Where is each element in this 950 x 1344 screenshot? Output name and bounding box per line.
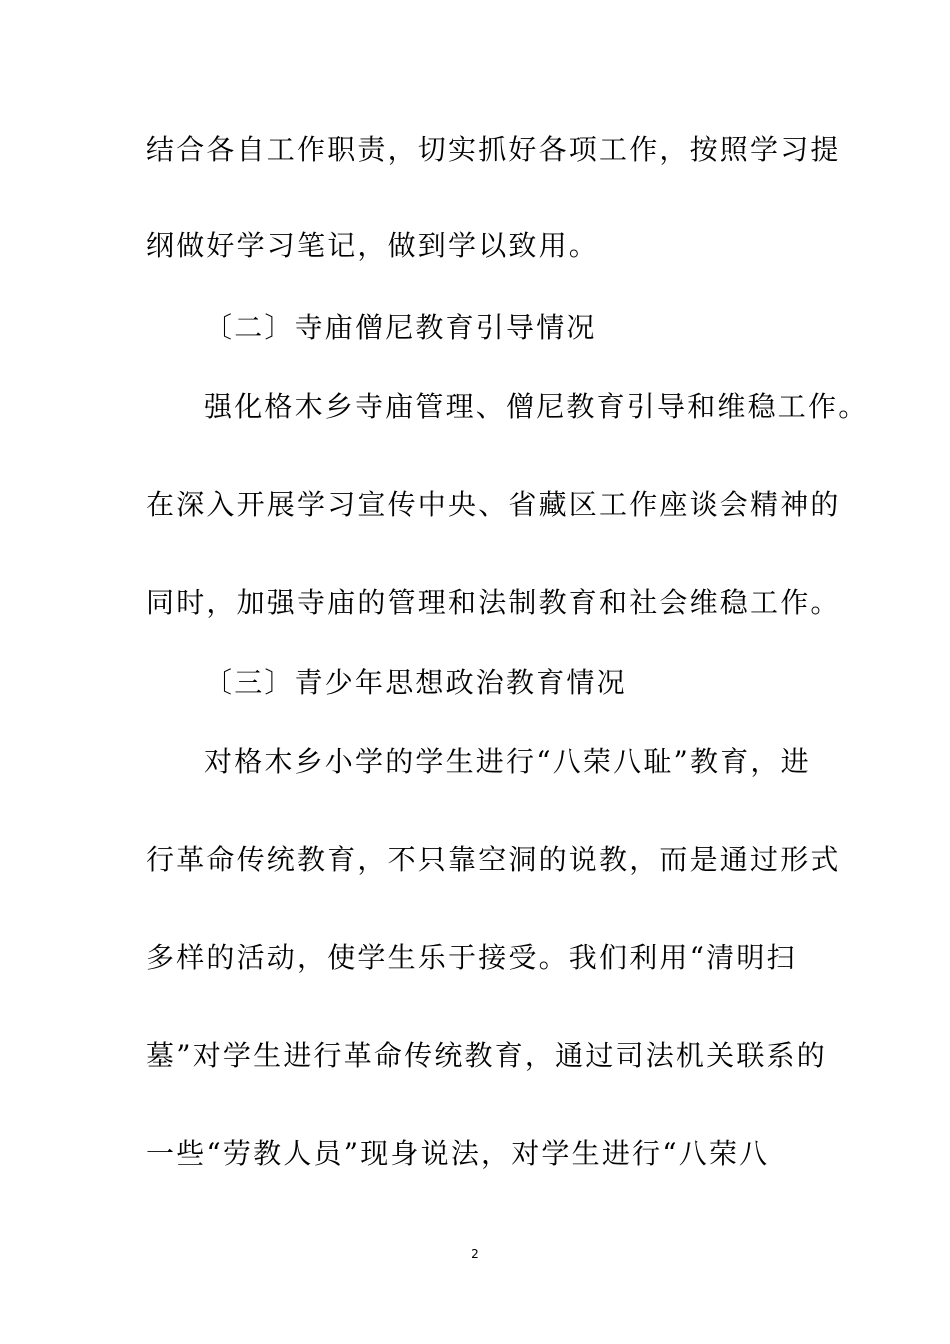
body-text-line: 多样的活动，使学生乐于接受。我们利用“清明扫 [146,941,797,974]
section-heading: 〔三〕青少年思想政治教育情况 [204,666,627,699]
body-text-line: 同时，加强寺庙的管理和法制教育和社会维稳工作。 [146,586,841,619]
body-text-line: 在深入开展学习宣传中央、省藏区工作座谈会精神的 [146,488,841,521]
body-text-line: 行革命传统教育，不只靠空洞的说教，而是通过形式 [146,843,841,876]
section-heading: 〔二〕寺庙僧尼教育引导情况 [204,311,597,344]
body-text-line: 纲做好学习笔记，做到学以致用。 [146,229,600,262]
page-number: 2 [471,1247,479,1261]
paragraph-first-line: 对格木乡小学的学生进行“八荣八耻”教育，进 [204,745,811,778]
body-text-line: 结合各自工作职责，切实抓好各项工作，按照学习提 [146,133,841,166]
paragraph-first-line: 强化格木乡寺庙管理、僧尼教育引导和维稳工作。 [204,390,869,423]
body-text-line: 一些“劳教人员”现身说法，对学生进行“八荣八 [146,1137,770,1170]
body-text-line: 墓”对学生进行革命传统教育，通过司法机关联系的 [146,1039,827,1072]
